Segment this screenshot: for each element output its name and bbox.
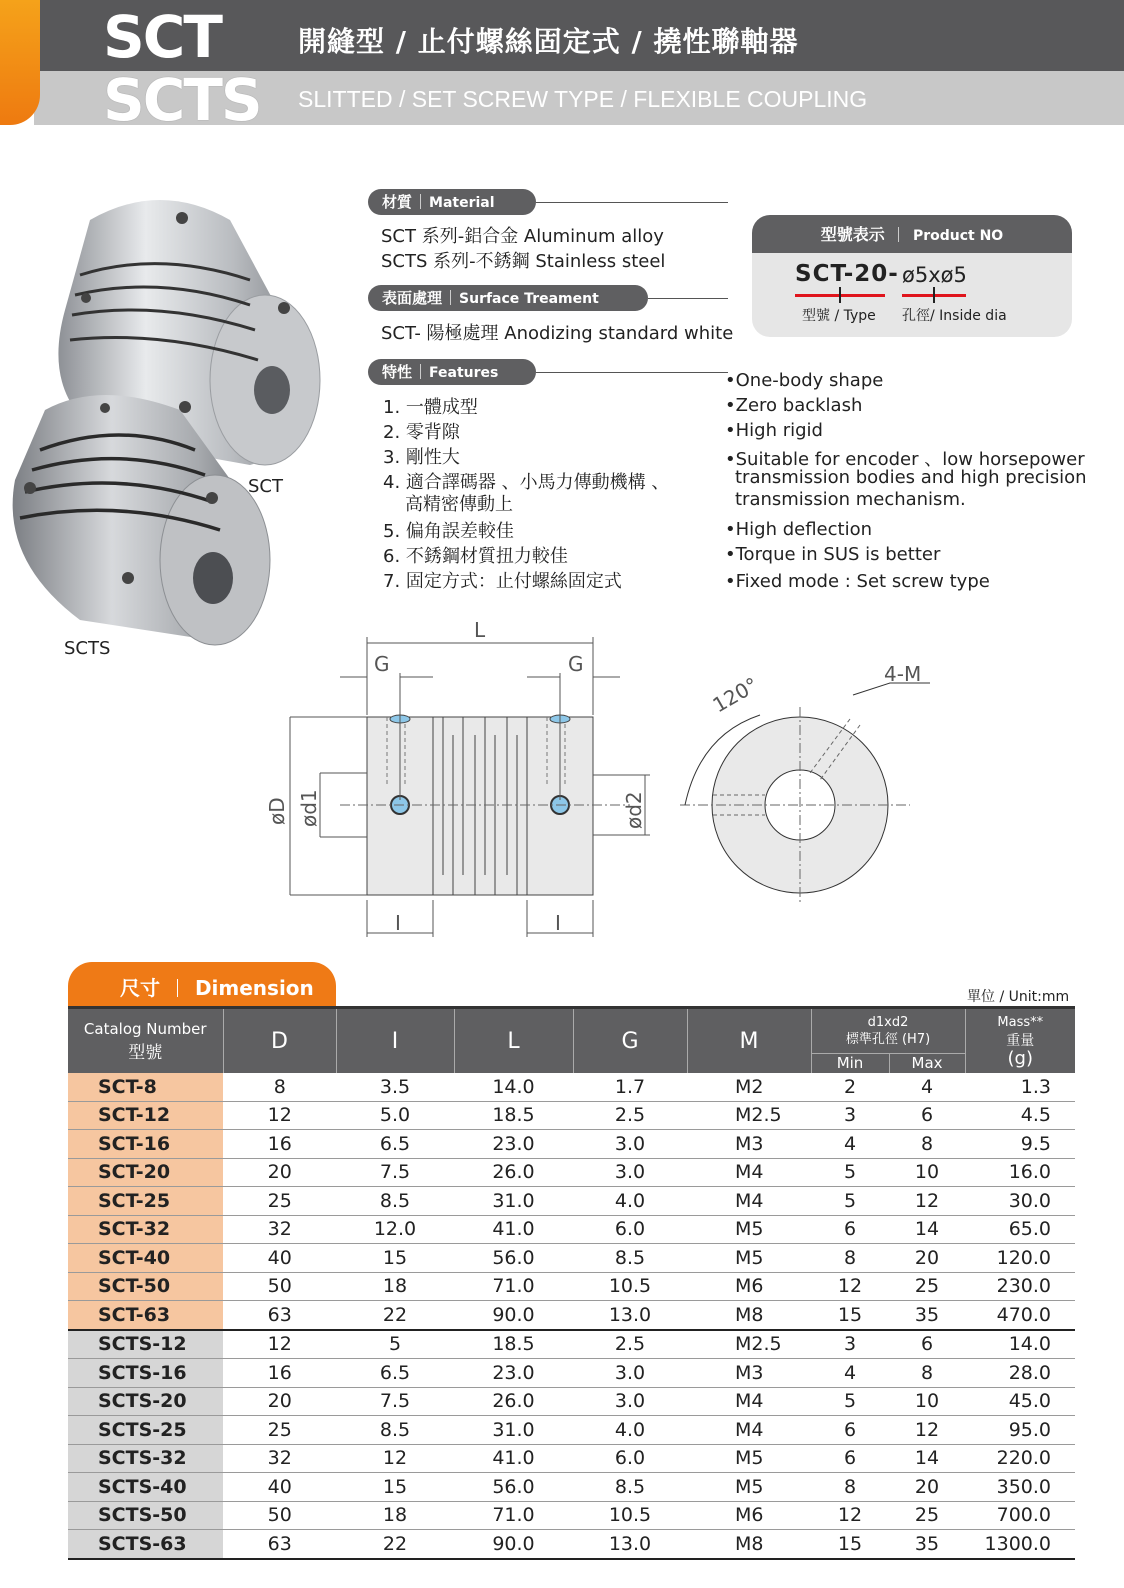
- cell-mass: 95.0: [965, 1416, 1075, 1445]
- cell-I: 3.5: [336, 1073, 454, 1101]
- table-row: [68, 1387, 1075, 1416]
- cell-max: 6: [889, 1101, 965, 1130]
- table-row: [68, 1244, 1075, 1273]
- cell-min: 6: [811, 1215, 889, 1244]
- cell-mass: 230.0: [965, 1272, 1075, 1301]
- feature-en-1: •One-body shape: [725, 370, 884, 391]
- cell-M: M4: [687, 1187, 811, 1216]
- col-mass-unit: (g): [1007, 1048, 1033, 1069]
- cell-L: 31.0: [454, 1416, 573, 1445]
- cell-min: 6: [811, 1444, 889, 1473]
- feature-en-2: •Zero backlash: [725, 395, 863, 416]
- cell-L: 41.0: [454, 1215, 573, 1244]
- cell-I: 18: [336, 1501, 454, 1530]
- cell-G: 3.0: [573, 1130, 687, 1159]
- bore-tick: [933, 287, 935, 303]
- cell-catalog: SCTS-40: [68, 1473, 223, 1502]
- table-row: [68, 1301, 1075, 1330]
- dim-angle: 120°: [708, 672, 763, 718]
- feature-en-3: •High rigid: [725, 420, 823, 441]
- cell-L: 56.0: [454, 1244, 573, 1273]
- col-I: I: [336, 1009, 454, 1073]
- cell-max: 12: [889, 1187, 965, 1216]
- feature-en-4b: transmission bodies and high precision: [735, 467, 1087, 488]
- cell-M: M5: [687, 1473, 811, 1502]
- cell-L: 56.0: [454, 1473, 573, 1502]
- cell-L: 18.5: [454, 1101, 573, 1130]
- table-row: [68, 1444, 1075, 1473]
- cell-G: 2.5: [573, 1101, 687, 1130]
- col-bore-top: d1xd2: [867, 1014, 909, 1030]
- cell-M: M4: [687, 1158, 811, 1187]
- cell-mass: 9.5: [965, 1130, 1075, 1159]
- product-no-heading-zh: 型號表示: [820, 225, 885, 244]
- cell-catalog: SCT-25: [68, 1187, 223, 1216]
- cell-M: M3: [687, 1359, 811, 1388]
- features-rule: [536, 372, 728, 373]
- cell-catalog: SCT-8: [68, 1073, 223, 1101]
- cell-catalog: SCTS-25: [68, 1416, 223, 1445]
- col-D: D: [223, 1009, 336, 1073]
- cell-min: 3: [811, 1330, 889, 1359]
- cell-min: 5: [811, 1387, 889, 1416]
- cell-catalog: SCT-32: [68, 1215, 223, 1244]
- cell-L: 71.0: [454, 1501, 573, 1530]
- dimension-heading: [68, 962, 336, 1008]
- cell-D: 25: [223, 1416, 336, 1445]
- material-heading-zh: 材質: [382, 193, 413, 211]
- cell-D: 16: [223, 1359, 336, 1388]
- material-line-2: SCTS 系列-不銹鋼 Stainless steel: [381, 251, 666, 272]
- cell-L: 26.0: [454, 1158, 573, 1187]
- type-tick: [839, 287, 841, 303]
- cell-D: 32: [223, 1444, 336, 1473]
- cell-G: 4.0: [573, 1187, 687, 1216]
- col-max: Max: [889, 1053, 965, 1073]
- cell-M: M4: [687, 1416, 811, 1445]
- cell-mass: 700.0: [965, 1501, 1075, 1530]
- feature-zh-4b: 高精密傳動上: [405, 494, 513, 515]
- col-mass-zh: 重量: [1006, 1033, 1035, 1049]
- cell-max: 14: [889, 1215, 965, 1244]
- cell-D: 50: [223, 1501, 336, 1530]
- cell-G: 1.7: [573, 1073, 687, 1101]
- cell-max: 12: [889, 1416, 965, 1445]
- cell-G: 13.0: [573, 1530, 687, 1559]
- feature-en-7: •Fixed mode : Set screw type: [725, 571, 990, 592]
- cell-mass: 16.0: [965, 1158, 1075, 1187]
- cell-D: 32: [223, 1215, 336, 1244]
- feature-zh-1: 1. 一體成型: [383, 397, 478, 418]
- title-en: SLITTED / SET SCREW TYPE / FLEXIBLE COUPLING: [298, 86, 868, 112]
- table-row: [68, 1101, 1075, 1130]
- technical-drawing: [250, 615, 930, 945]
- cell-catalog: SCT-16: [68, 1130, 223, 1159]
- feature-en-5: •High deflection: [725, 519, 872, 540]
- cell-mass: 45.0: [965, 1387, 1075, 1416]
- cell-catalog: SCT-12: [68, 1101, 223, 1130]
- table-row: [68, 1130, 1075, 1159]
- dia-label: 孔徑/ Inside dia: [902, 308, 1007, 324]
- table-row: [68, 1359, 1075, 1388]
- cell-M: M5: [687, 1444, 811, 1473]
- cell-D: 25: [223, 1187, 336, 1216]
- cell-L: 23.0: [454, 1130, 573, 1159]
- cell-min: 15: [811, 1530, 889, 1559]
- cell-G: 8.5: [573, 1244, 687, 1273]
- col-mass: [965, 1009, 1075, 1073]
- product-no-heading-en: Product NO: [912, 228, 1004, 244]
- cell-L: 90.0: [454, 1301, 573, 1330]
- cell-min: 15: [811, 1301, 889, 1330]
- cell-mass: 28.0: [965, 1359, 1075, 1388]
- cell-D: 63: [223, 1530, 336, 1559]
- dim-L: L: [474, 618, 486, 642]
- surface-line-1: SCT- 陽極處理 Anodizing standard white: [381, 323, 734, 344]
- cell-min: 8: [811, 1473, 889, 1502]
- col-bore: [811, 1009, 965, 1053]
- cell-G: 10.5: [573, 1501, 687, 1530]
- cell-M: M4: [687, 1387, 811, 1416]
- dim-G-left: G: [374, 652, 390, 676]
- cell-D: 12: [223, 1330, 336, 1359]
- dim-d1: ød1: [297, 789, 321, 827]
- coupling-photos: [0, 180, 330, 660]
- col-catalog-zh: 型號: [128, 1042, 163, 1063]
- cell-M: M6: [687, 1501, 811, 1530]
- cell-min: 2: [811, 1073, 889, 1101]
- table-row: [68, 1501, 1075, 1530]
- cell-catalog: SCT-50: [68, 1272, 223, 1301]
- cell-min: 8: [811, 1244, 889, 1273]
- slit-section: [433, 717, 527, 895]
- cell-mass: 14.0: [965, 1330, 1075, 1359]
- col-L: L: [454, 1009, 573, 1073]
- dim-D: øD: [265, 797, 289, 825]
- material-line-1: SCT 系列-鋁合金 Aluminum alloy: [381, 226, 664, 247]
- table-row: [68, 1473, 1075, 1502]
- cell-I: 12: [336, 1444, 454, 1473]
- cell-G: 6.0: [573, 1215, 687, 1244]
- cell-max: 35: [889, 1301, 965, 1330]
- dim-I-left: I: [395, 911, 401, 935]
- cell-L: 31.0: [454, 1187, 573, 1216]
- material-rule: [536, 202, 728, 203]
- features-heading-en: Features: [429, 365, 499, 381]
- cell-G: 3.0: [573, 1359, 687, 1388]
- cell-I: 6.5: [336, 1359, 454, 1388]
- cell-M: M2.5: [687, 1101, 811, 1130]
- cell-D: 20: [223, 1158, 336, 1187]
- cell-mass: 1.3: [965, 1073, 1075, 1101]
- surface-heading: [368, 285, 648, 311]
- surface-rule: [648, 298, 728, 299]
- cell-L: 23.0: [454, 1359, 573, 1388]
- feature-en-4c: transmission mechanism.: [735, 489, 966, 510]
- cell-max: 25: [889, 1501, 965, 1530]
- scts-photo-label: SCTS: [64, 638, 111, 659]
- cell-M: M5: [687, 1244, 811, 1273]
- cell-max: 8: [889, 1359, 965, 1388]
- cell-D: 20: [223, 1387, 336, 1416]
- cell-L: 18.5: [454, 1330, 573, 1359]
- unit-label: 單位 / Unit:mm: [967, 989, 1070, 1005]
- cell-catalog: SCTS-32: [68, 1444, 223, 1473]
- cell-max: 8: [889, 1130, 965, 1159]
- material-heading-en: Material: [429, 195, 495, 211]
- cell-I: 8.5: [336, 1416, 454, 1445]
- features-heading: [368, 359, 536, 385]
- cell-mass: 470.0: [965, 1301, 1075, 1330]
- cell-G: 6.0: [573, 1444, 687, 1473]
- cell-min: 3: [811, 1101, 889, 1130]
- cell-I: 15: [336, 1244, 454, 1273]
- cell-max: 4: [889, 1073, 965, 1101]
- table-row: [68, 1530, 1075, 1559]
- dimension-table: [68, 1009, 1075, 1560]
- col-M: M: [687, 1009, 811, 1073]
- cell-min: 4: [811, 1359, 889, 1388]
- col-catalog-en: Catalog Number: [83, 1019, 207, 1038]
- cell-min: 5: [811, 1158, 889, 1187]
- cell-I: 22: [336, 1530, 454, 1559]
- table-row: [68, 1416, 1075, 1445]
- col-mass-en: Mass**: [997, 1015, 1044, 1030]
- cell-D: 50: [223, 1272, 336, 1301]
- feature-zh-4: 4. 適合譯碼器 、小馬力傳動機構 、: [383, 472, 670, 493]
- cell-mass: 350.0: [965, 1473, 1075, 1502]
- product-no-code: SCT-20-: [795, 261, 899, 287]
- cell-mass: 30.0: [965, 1187, 1075, 1216]
- table-row: [68, 1187, 1075, 1216]
- cell-I: 6.5: [336, 1130, 454, 1159]
- col-catalog: [68, 1009, 223, 1073]
- cell-D: 40: [223, 1473, 336, 1502]
- cell-catalog: SCTS-16: [68, 1359, 223, 1388]
- cell-I: 8.5: [336, 1187, 454, 1216]
- cell-catalog: SCT-63: [68, 1301, 223, 1330]
- product-no-box: [752, 215, 1072, 337]
- cell-max: 10: [889, 1158, 965, 1187]
- cell-G: 3.0: [573, 1387, 687, 1416]
- cell-I: 5: [336, 1330, 454, 1359]
- dim-holes: 4-M: [884, 662, 922, 686]
- dim-d2: ød2: [622, 791, 646, 829]
- cell-L: 71.0: [454, 1272, 573, 1301]
- cell-max: 14: [889, 1444, 965, 1473]
- cell-mass: 65.0: [965, 1215, 1075, 1244]
- table-row: [68, 1158, 1075, 1187]
- cell-max: 20: [889, 1244, 965, 1273]
- cell-G: 4.0: [573, 1416, 687, 1445]
- feature-en-4: •Suitable for encoder 、low horsepower: [725, 449, 1085, 470]
- cell-L: 14.0: [454, 1073, 573, 1101]
- feature-zh-3: 3. 剛性大: [383, 447, 460, 468]
- sct-photo-label: SCT: [248, 476, 283, 497]
- cell-min: 5: [811, 1187, 889, 1216]
- cell-mass: 120.0: [965, 1244, 1075, 1273]
- table-row: [68, 1272, 1075, 1301]
- cell-I: 18: [336, 1272, 454, 1301]
- cell-catalog: SCTS-20: [68, 1387, 223, 1416]
- cell-max: 10: [889, 1387, 965, 1416]
- feature-zh-6: 6. 不銹鋼材質扭力較佳: [383, 546, 568, 567]
- product-no-bore: ø5xø5: [902, 263, 967, 287]
- col-bore-zh: 標準孔徑 (H7): [845, 1031, 931, 1047]
- cell-mass: 4.5: [965, 1101, 1075, 1130]
- model-primary: SCT: [103, 3, 221, 71]
- dimension-heading-en: Dimension: [194, 976, 314, 1000]
- cell-max: 20: [889, 1473, 965, 1502]
- table-row: [68, 1073, 1075, 1101]
- dim-I-right: I: [555, 911, 561, 935]
- cell-mass: 220.0: [965, 1444, 1075, 1473]
- cell-G: 3.0: [573, 1158, 687, 1187]
- cell-catalog: SCTS-50: [68, 1501, 223, 1530]
- cell-G: 10.5: [573, 1272, 687, 1301]
- feature-en-6: •Torque in SUS is better: [725, 544, 941, 565]
- cell-M: M2: [687, 1073, 811, 1101]
- cell-I: 7.5: [336, 1158, 454, 1187]
- cell-I: 15: [336, 1473, 454, 1502]
- header-accent: [0, 0, 40, 125]
- model-secondary: SCTS: [103, 66, 261, 134]
- cell-D: 16: [223, 1130, 336, 1159]
- feature-zh-5: 5. 偏角誤差較佳: [383, 521, 514, 542]
- cell-min: 6: [811, 1416, 889, 1445]
- surface-heading-en: Surface Treament: [459, 291, 599, 307]
- type-label: 型號 / Type: [802, 308, 876, 324]
- dimension-table-body: [68, 1073, 1075, 1559]
- cell-G: 2.5: [573, 1330, 687, 1359]
- cell-catalog: SCT-40: [68, 1244, 223, 1273]
- dimension-heading-zh: 尺寸: [120, 976, 160, 1000]
- cell-L: 90.0: [454, 1530, 573, 1559]
- cell-catalog: SCT-20: [68, 1158, 223, 1187]
- cell-G: 13.0: [573, 1301, 687, 1330]
- feature-zh-7: 7. 固定方式：止付螺絲固定式: [383, 571, 622, 592]
- features-heading-zh: 特性: [382, 363, 413, 381]
- cell-min: 12: [811, 1501, 889, 1530]
- cell-D: 63: [223, 1301, 336, 1330]
- cell-M: M8: [687, 1530, 811, 1559]
- col-min: Min: [811, 1053, 889, 1073]
- title-zh: 開縫型 / 止付螺絲固定式 / 撓性聯軸器: [298, 25, 799, 58]
- cell-L: 41.0: [454, 1444, 573, 1473]
- table-row: [68, 1330, 1075, 1359]
- cell-G: 8.5: [573, 1473, 687, 1502]
- cell-D: 12: [223, 1101, 336, 1130]
- cell-catalog: SCTS-12: [68, 1330, 223, 1359]
- cell-L: 26.0: [454, 1387, 573, 1416]
- feature-zh-2: 2. 零背隙: [383, 422, 460, 443]
- cell-I: 12.0: [336, 1215, 454, 1244]
- cell-M: M3: [687, 1130, 811, 1159]
- cell-D: 40: [223, 1244, 336, 1273]
- material-heading: [368, 189, 536, 215]
- cell-max: 35: [889, 1530, 965, 1559]
- cell-M: M8: [687, 1301, 811, 1330]
- dim-G-right: G: [568, 652, 584, 676]
- cell-I: 7.5: [336, 1387, 454, 1416]
- cell-max: 25: [889, 1272, 965, 1301]
- cell-catalog: SCTS-63: [68, 1530, 223, 1559]
- cell-D: 8: [223, 1073, 336, 1101]
- cell-M: M2.5: [687, 1330, 811, 1359]
- cell-M: M5: [687, 1215, 811, 1244]
- cell-min: 12: [811, 1272, 889, 1301]
- cell-mass: 1300.0: [965, 1530, 1075, 1559]
- product-no-heading: [752, 215, 1072, 253]
- cell-M: M6: [687, 1272, 811, 1301]
- cell-I: 22: [336, 1301, 454, 1330]
- cell-min: 4: [811, 1130, 889, 1159]
- table-row: [68, 1215, 1075, 1244]
- cell-max: 6: [889, 1330, 965, 1359]
- surface-heading-zh: 表面處理: [382, 289, 443, 307]
- cell-I: 5.0: [336, 1101, 454, 1130]
- col-G: G: [573, 1009, 687, 1073]
